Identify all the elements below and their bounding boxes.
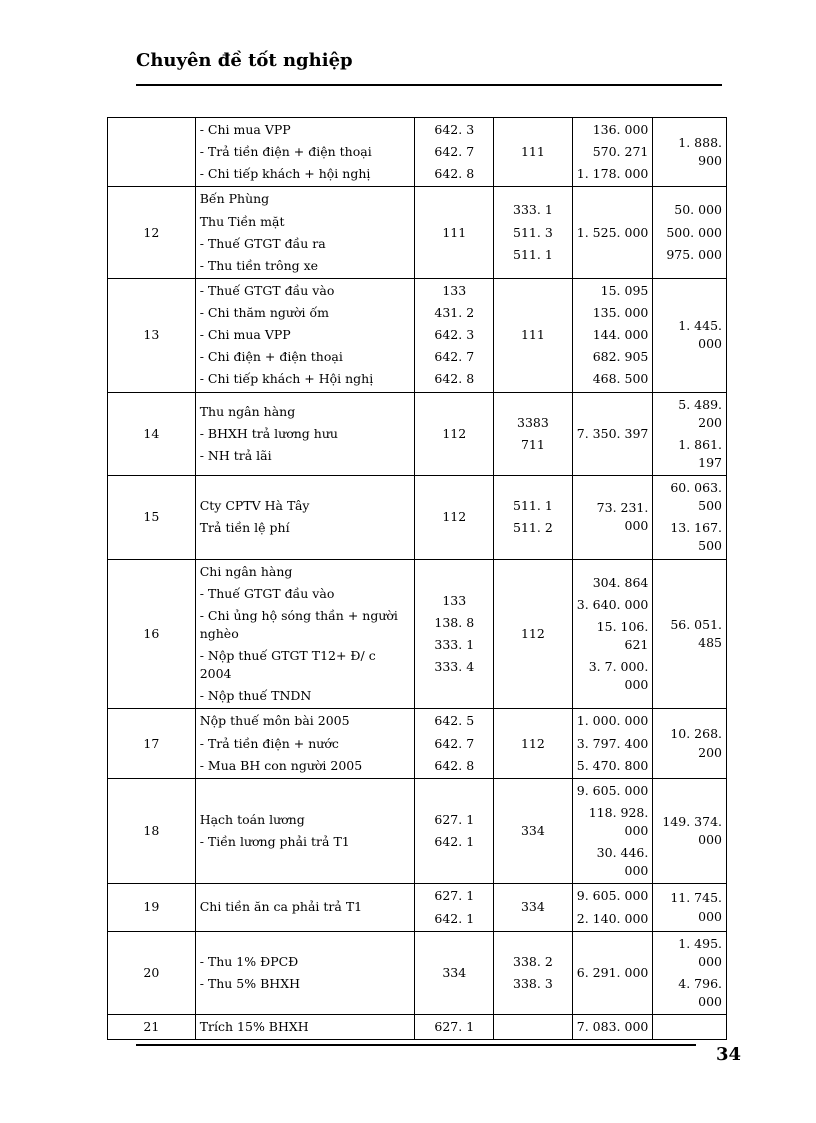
credit-account-line [498, 1025, 568, 1029]
description-cell [195, 476, 415, 560]
amount-line: 135. 000 [592, 305, 649, 320]
debit-account-line: 111 [442, 224, 467, 240]
footer-rule [136, 1044, 696, 1046]
table-row [108, 1015, 727, 1040]
amount-line: 3. 797. 400 [576, 735, 649, 751]
credit-account-cell [494, 1015, 573, 1040]
description-cell [195, 884, 415, 931]
description-line: Nộp thuế môn bài 2005 [199, 713, 350, 729]
description-cell [195, 709, 415, 778]
description-line: Hạch toán lương [199, 811, 305, 827]
page-header-title: Chuyên đề tốt nghiệp [136, 50, 353, 71]
total-line: 5. 489. 200 [678, 396, 722, 430]
amount-line: 7. 350. 397 [576, 425, 649, 441]
total-cell [653, 931, 727, 1015]
amount-line: 144. 000 [592, 327, 649, 343]
entry-number-cell: 16 [108, 559, 196, 709]
credit-account-line: 3383 [517, 414, 549, 430]
table-row [108, 709, 727, 778]
total-cell [653, 476, 727, 560]
description-line: Bến Phùng [199, 191, 270, 207]
credit-account-line: 511. 1 [513, 246, 553, 262]
debit-account-line: 642. 5 [434, 713, 475, 729]
debit-account-cell [415, 187, 494, 279]
debit-account-cell [415, 709, 494, 778]
credit-account-cell [494, 778, 573, 884]
amount-cell [572, 476, 653, 560]
total-line: 500. 000 [666, 224, 722, 240]
description-line: Cty CPTV Hà Tây [199, 498, 310, 514]
description-line: Trả tiền lệ phí [199, 520, 290, 536]
entry-number-cell: 17 [108, 709, 196, 778]
entry-number-cell: 14 [108, 392, 196, 476]
debit-account-line: 642. 7 [434, 349, 475, 365]
description-line: - Chi ủng hộ sóng thần + người nghèo [199, 607, 398, 641]
description-line: Trích 15% BHXH [199, 1019, 309, 1035]
amount-cell [572, 931, 653, 1015]
amount-line: 136. 000 [592, 122, 649, 137]
entry-number-cell: 13 [108, 278, 196, 392]
debit-account-line: 627. 1 [434, 888, 475, 904]
total-line: 1. 495. 000 [678, 935, 722, 969]
debit-account-cell [415, 278, 494, 392]
debit-account-cell [415, 778, 494, 884]
debit-account-line: 431. 2 [434, 305, 475, 320]
credit-account-line: 338. 2 [513, 953, 553, 969]
amount-cell [572, 884, 653, 931]
page-number: 34 [716, 1044, 742, 1065]
amount-cell [572, 778, 653, 884]
debit-account-cell [415, 931, 494, 1015]
description-line: - Thu 1% ĐPCĐ [199, 953, 299, 969]
description-cell [195, 778, 415, 884]
credit-account-cell [494, 278, 573, 392]
debit-account-line: 333. 4 [434, 659, 475, 675]
debit-account-line: 642. 1 [434, 834, 475, 850]
credit-account-line: 112 [520, 625, 545, 641]
amount-line: 30. 446. 000 [596, 845, 649, 879]
total-line [657, 1025, 722, 1029]
description-line: - Thu 5% BHXH [199, 975, 301, 991]
debit-account-cell [415, 884, 494, 931]
amount-line: 682. 905 [592, 349, 649, 365]
amount-line: 118. 928. 000 [588, 804, 649, 838]
description-line: - Thuế GTGT đầu ra [199, 235, 326, 251]
debit-account-line: 133 [442, 282, 467, 298]
debit-account-line: 138. 8 [434, 614, 475, 630]
description-cell [195, 118, 415, 187]
description-line: Chi ngân hàng [199, 563, 293, 579]
description-cell [195, 278, 415, 392]
table-row [108, 187, 727, 279]
table-row [108, 476, 727, 560]
amount-line: 6. 291. 000 [576, 964, 649, 980]
debit-account-cell [415, 559, 494, 709]
amount-line: 15. 106. 621 [596, 618, 649, 652]
credit-account-line: 338. 3 [513, 975, 553, 991]
description-line: - Tiền lương phải trả T1 [199, 834, 350, 850]
description-line: - Chi mua VPP [199, 122, 291, 137]
amount-line: 9. 605. 000 [576, 888, 649, 904]
description-line: - Thuế GTGT đầu vào [199, 282, 335, 298]
credit-account-line: 111 [520, 327, 545, 343]
amount-line: 3. 7. 000. 000 [588, 659, 649, 693]
entry-number-cell [108, 118, 196, 187]
amount-cell [572, 187, 653, 279]
entry-number-cell: 19 [108, 884, 196, 931]
amount-line: 304. 864 [592, 574, 649, 590]
debit-account-line: 642. 3 [434, 327, 475, 343]
credit-account-cell [494, 476, 573, 560]
description-cell [195, 1015, 415, 1040]
credit-account-line: 511. 2 [513, 520, 553, 536]
credit-account-line: 333. 1 [513, 202, 553, 218]
total-line: 975. 000 [666, 246, 722, 262]
total-cell [653, 187, 727, 279]
table-row [108, 559, 727, 709]
credit-account-line: 711 [520, 436, 545, 452]
total-cell [653, 118, 727, 187]
entry-number-cell: 18 [108, 778, 196, 884]
amount-cell [572, 709, 653, 778]
description-line: - Chi thăm người ốm [199, 305, 329, 320]
total-line: 13. 167. 500 [670, 520, 722, 554]
amount-line: 5. 470. 800 [576, 757, 649, 773]
debit-account-line: 642. 3 [434, 122, 475, 137]
debit-account-line: 642. 8 [434, 166, 475, 182]
entry-number-cell: 21 [108, 1015, 196, 1040]
amount-line: 1. 178. 000 [576, 166, 649, 182]
credit-account-line: 111 [520, 144, 545, 160]
total-line: 1. 861. 197 [678, 436, 722, 470]
amount-line: 73. 231. 000 [596, 500, 649, 534]
table-row [108, 884, 727, 931]
debit-account-line: 112 [442, 425, 467, 441]
amount-cell [572, 278, 653, 392]
debit-account-line: 642. 7 [434, 144, 475, 160]
credit-account-cell [494, 392, 573, 476]
description-line: - Chi điện + điện thoại [199, 349, 343, 365]
table-row [108, 118, 727, 187]
amount-line: 468. 500 [592, 371, 649, 387]
debit-account-cell [415, 118, 494, 187]
amount-cell [572, 559, 653, 709]
description-line: - Mua BH con người 2005 [199, 757, 363, 773]
total-line: 149. 374. 000 [662, 813, 722, 848]
amount-line: 1. 525. 000 [576, 224, 649, 240]
debit-account-line: 642. 8 [434, 757, 475, 773]
credit-account-line: 334 [520, 823, 545, 838]
ledger-table [107, 117, 727, 1040]
header-rule [136, 84, 722, 86]
description-line: - Chi tiếp khách + hội nghị [199, 166, 371, 182]
description-cell [195, 559, 415, 709]
total-line: 50. 000 [674, 202, 722, 218]
debit-account-cell [415, 392, 494, 476]
description-line: Thu ngân hàng [199, 403, 296, 419]
amount-line: 1. 000. 000 [576, 713, 649, 729]
description-cell [195, 392, 415, 476]
description-line: - Nộp thuế GTGT T12+ Đ/ c 2004 [199, 648, 376, 682]
amount-line: 7. 083. 000 [576, 1019, 649, 1035]
table-row [108, 392, 727, 476]
debit-account-line: 112 [442, 509, 467, 525]
amount-line: 9. 605. 000 [576, 782, 649, 798]
total-line: 10. 268. 200 [670, 726, 722, 760]
ledger-body [108, 118, 727, 1040]
debit-account-line: 333. 1 [434, 636, 475, 652]
total-cell [653, 278, 727, 392]
total-line: 56. 051. 485 [670, 616, 722, 650]
credit-account-cell [494, 118, 573, 187]
total-cell [653, 559, 727, 709]
credit-account-cell [494, 709, 573, 778]
total-cell [653, 884, 727, 931]
amount-cell [572, 1015, 653, 1040]
description-line: - Chi tiếp khách + Hội nghị [199, 371, 374, 387]
amount-line: 15. 095 [600, 282, 649, 298]
debit-account-cell [415, 1015, 494, 1040]
credit-account-cell [494, 187, 573, 279]
table-row [108, 778, 727, 884]
description-cell [195, 187, 415, 279]
description-line: Chi tiền ăn ca phải trả T1 [199, 899, 363, 915]
debit-account-line: 334 [442, 964, 467, 980]
total-line: 1. 888. 900 [678, 135, 722, 169]
total-line: 1. 445. 000 [678, 318, 722, 352]
total-line: 60. 063. 500 [670, 480, 722, 514]
amount-cell [572, 118, 653, 187]
description-line: - Nộp thuế TNDN [199, 688, 312, 704]
total-cell [653, 1015, 727, 1040]
description-cell [195, 931, 415, 1015]
description-line: - Chi mua VPP [199, 327, 291, 343]
entry-number-cell: 20 [108, 931, 196, 1015]
debit-account-line: 627. 1 [434, 1019, 475, 1035]
total-cell [653, 709, 727, 778]
credit-account-cell [494, 931, 573, 1015]
total-line: 4. 796. 000 [678, 975, 722, 1009]
entry-number-cell: 12 [108, 187, 196, 279]
credit-account-cell [494, 884, 573, 931]
total-line: 11. 745. 000 [670, 890, 722, 924]
debit-account-line: 627. 1 [434, 811, 475, 827]
credit-account-line: 511. 3 [513, 224, 553, 240]
table-row [108, 931, 727, 1015]
total-cell [653, 392, 727, 476]
credit-account-cell [494, 559, 573, 709]
description-line: - Thu tiền trông xe [199, 257, 319, 273]
debit-account-cell [415, 476, 494, 560]
description-line: - Thuế GTGT đầu vào [199, 585, 335, 601]
entry-number-cell: 15 [108, 476, 196, 560]
debit-account-line: 642. 8 [434, 371, 475, 387]
description-line: - BHXH trả lương hưu [199, 425, 338, 441]
debit-account-line: 133 [442, 592, 467, 608]
credit-account-line: 112 [520, 735, 545, 751]
credit-account-line: 511. 1 [513, 498, 553, 514]
debit-account-line: 642. 7 [434, 735, 475, 751]
description-line: - Trả tiền điện + nước [199, 735, 339, 751]
table-row [108, 278, 727, 392]
credit-account-line: 334 [520, 899, 545, 915]
debit-account-line: 642. 1 [434, 910, 475, 926]
amount-line: 570. 271 [592, 144, 649, 160]
amount-line: 3. 640. 000 [576, 596, 649, 612]
amount-line: 2. 140. 000 [576, 910, 649, 926]
description-line: Thu Tiền mặt [199, 213, 285, 229]
total-cell [653, 778, 727, 884]
description-line: - NH trả lãi [199, 447, 272, 463]
description-line: - Trả tiền điện + điện thoại [199, 144, 372, 160]
amount-cell [572, 392, 653, 476]
